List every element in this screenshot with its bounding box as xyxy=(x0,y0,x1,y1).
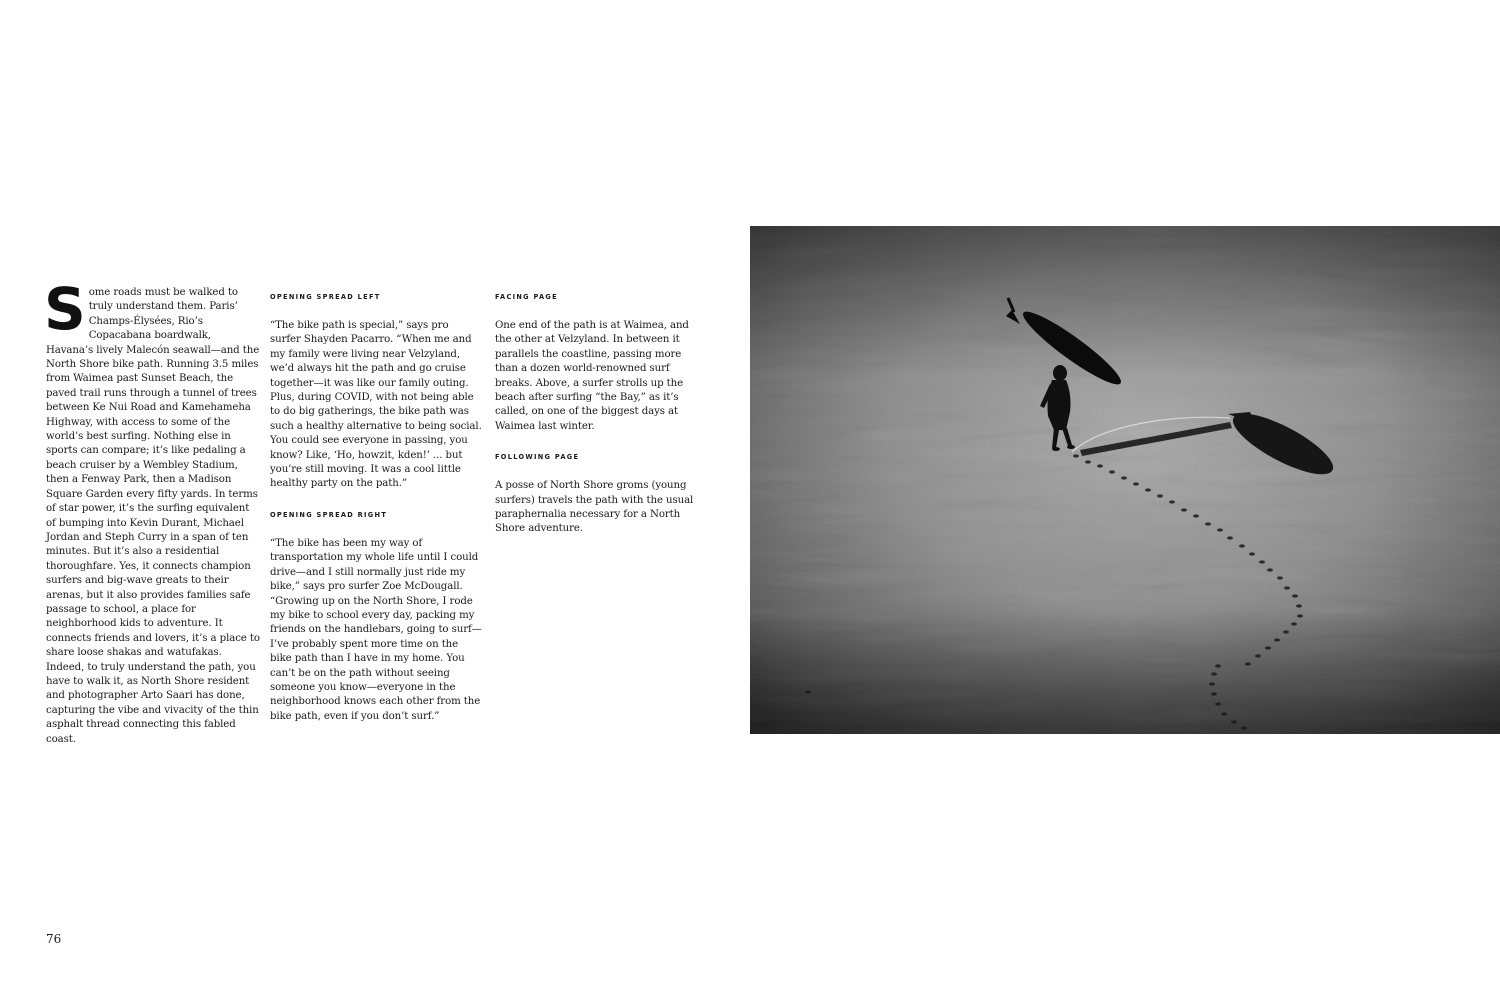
caption-label-opening-left: OPENING SPREAD LEFT xyxy=(270,293,381,301)
beach-surfer-photo xyxy=(750,226,1500,734)
intro-text: ome roads must be walked to truly understand them. Paris’ Champs-Élysées, Rio’s Copacabana boardwalk, Havana’s lively Malecón seawall—and the North Shore bike path. Running 3.5 miles from Waimea past Sunset Beach, the paved trail runs through a tunnel of trees between Ke Nui Road and Kamehameha Highway, with access to some of the world’s best surfing. Nothing else in sports can compare; it’s like pedaling a beach cruiser by a Wembley Stadium, then a Fenway Park, then a Madison Square Garden every fifty yards. In terms of star power, it’s the surfing equivalent of bumping into Kevin Durant, Michael Jordan and Steph Curry in a span of ten minutes. But it’s also a residential thoroughfare. Yes, it connects champion surfers and big-wave greats to their arenas, but it also provides families safe passage to school, a place for neighborhood kids to adventure. It connects friends and lovers, it’s a place to share loose shakas and watufakas. Indeed, to truly understand the path, you have to walk it, as North Shore resident and photographer Arto Saari has done, capturing the vibe and vivacity of the thin asphalt thread connecting this fabled coast. xyxy=(46,287,260,745)
caption-opening-left: “The bike path is special,” says pro surfer Shayden Pacarro. “When me and my family were living near Velzyland, we’d always hit the path and go cruise together—it was like our family outing. Plus, during COVID, with not being able to do big gatherings, the bike path was such a healthy alternative to being social. You could see everyone in passing, you know? Like, ‘Ho, howzit, kden!’ ... but you’re still moving. It was a cool little healthy party on the path.” xyxy=(270,320,482,490)
drop-cap: S xyxy=(44,275,86,343)
caption-label-facing-page: FACING PAGE xyxy=(495,293,558,301)
intro-column xyxy=(44,275,260,747)
caption-facing-page: One end of the path is at Waimea, and the other at Velzyland. In between it parallels the coastline, passing more than a dozen world-renowned surf breaks. Above, a surfer strolls up the beach after surfing “the Bay,” as it’s called, on one of the biggest days at Waimea last winter. xyxy=(495,320,689,432)
page-captions xyxy=(495,292,695,537)
caption-label-following-page: FOLLOWING PAGE xyxy=(495,453,580,462)
caption-opening-right: “The bike has been my way of transportation my whole life until I could drive—and I still normally just ride my bike,” says pro surfer Zoe McDougall. “Growing up on the North Shore, I rode my bike to school every day, packing my friends on the handlebars, going to surf—I’ve probably spent more time on the bike path than I have in my home. You can’t be on the path without seeing someone you know—everyone in the neighborhood knows each other from the bike path, even if you don’t surf.” xyxy=(270,537,482,722)
opening-spread-captions xyxy=(270,292,482,724)
photo-canvas xyxy=(750,226,1500,734)
page-number: 76 xyxy=(46,932,62,946)
caption-label-opening-right: OPENING SPREAD RIGHT xyxy=(270,510,388,519)
vignette xyxy=(750,226,1500,734)
intro-paragraph xyxy=(44,275,260,747)
caption-following-page: A posse of North Shore groms (young surfers) travels the path with the usual paraphernalia necessary for a North Shore adventure. xyxy=(495,480,694,535)
